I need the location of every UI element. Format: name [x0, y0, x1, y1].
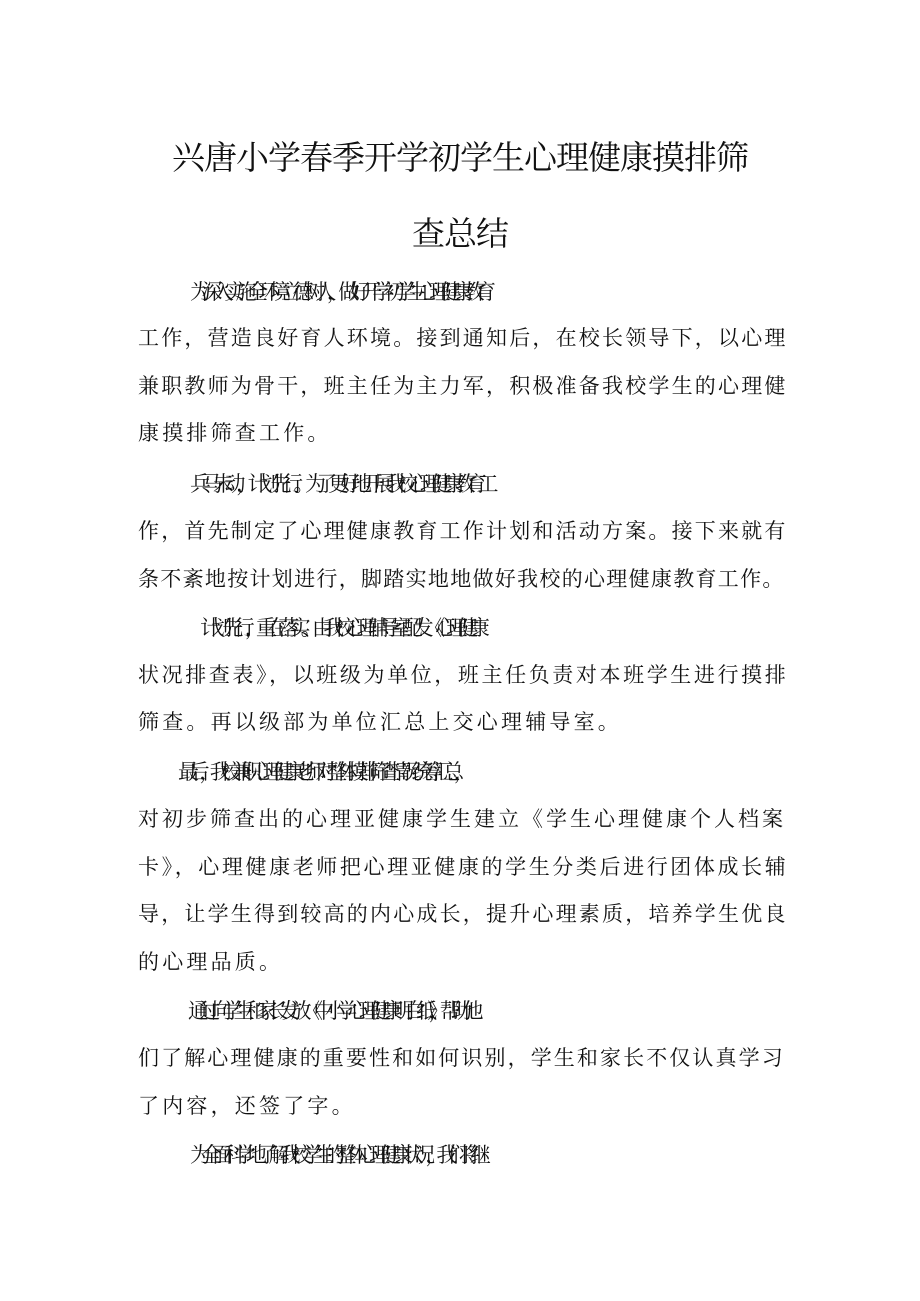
paragraph-5-line-3: 了内容，还签了字。: [138, 1094, 356, 1118]
paragraph-2-line-2: 作，首先制定了心理健康教育工作计划和活动方案。接下来就有: [138, 519, 788, 543]
document-title-line-1: 兴唐小学春季开学初学生心理健康摸排筛: [172, 138, 748, 177]
paragraph-1-line-4: 康摸排筛查工作。: [138, 421, 332, 445]
document-title-line-2: 查总结: [412, 214, 508, 253]
paragraph-2-line-1: 兵马未动，计划先行。为了更好地开展我校心理健康教育工: [190, 472, 489, 496]
paragraph-4-line-2: 对初步筛查出的心理亚健康学生建立《学生心理健康个人档案: [138, 807, 786, 831]
paragraph-3-line-2: 状况排查表》，以班级为单位，班主任负责对本班学生进行摸排: [138, 663, 789, 687]
paragraph-3-line-3: 筛查。再以级部为单位汇总上交心理辅导室。: [138, 710, 622, 734]
paragraph-1-line-3: 兼职教师为骨干，班主任为主力军，积极准备我校学生的心理健: [138, 374, 788, 398]
paragraph-1-line-1: 为深入实施全环境立德树人，做好开学初学生心理健康教育: [190, 280, 487, 304]
paragraph-4-line-3: 卡》，心理健康老师把心理亚健康的学生分类后进行团体成长辅: [138, 855, 789, 879]
paragraph-2-line-3: 条不紊地按计划进行，脚踏实地地做好我校的心理健康教育工作。: [138, 567, 785, 591]
paragraph-6-line-1: 为全面科学地了解我校学生的整体心理健康状况，我们将继: [190, 1143, 482, 1167]
paragraph-4-line-5: 的心理品质。: [138, 950, 284, 974]
paragraph-1-line-2: 工作，营造良好育人环境。接到通知后，在校长领导下，以心理: [138, 326, 788, 350]
paragraph-5-line-1: 通过向学生和家长发放《中小学心理健康明白纸》，帮助他: [188, 999, 474, 1023]
paragraph-4-line-4: 导，让学生得到较高的内心成长，提升心理素质，培养学生优良: [138, 902, 788, 926]
paragraph-4-line-1: 最后，我校兼职心理健康老师对整体摸排筛查情况统筹汇总，: [178, 760, 465, 784]
paragraph-3-line-1: 计划先行，重在落实。由我校心理辅导室配发《心理健康: [200, 616, 480, 640]
paragraph-5-line-2: 们了解心理健康的重要性和如何识别，学生和家长不仅认真学习: [138, 1046, 785, 1070]
